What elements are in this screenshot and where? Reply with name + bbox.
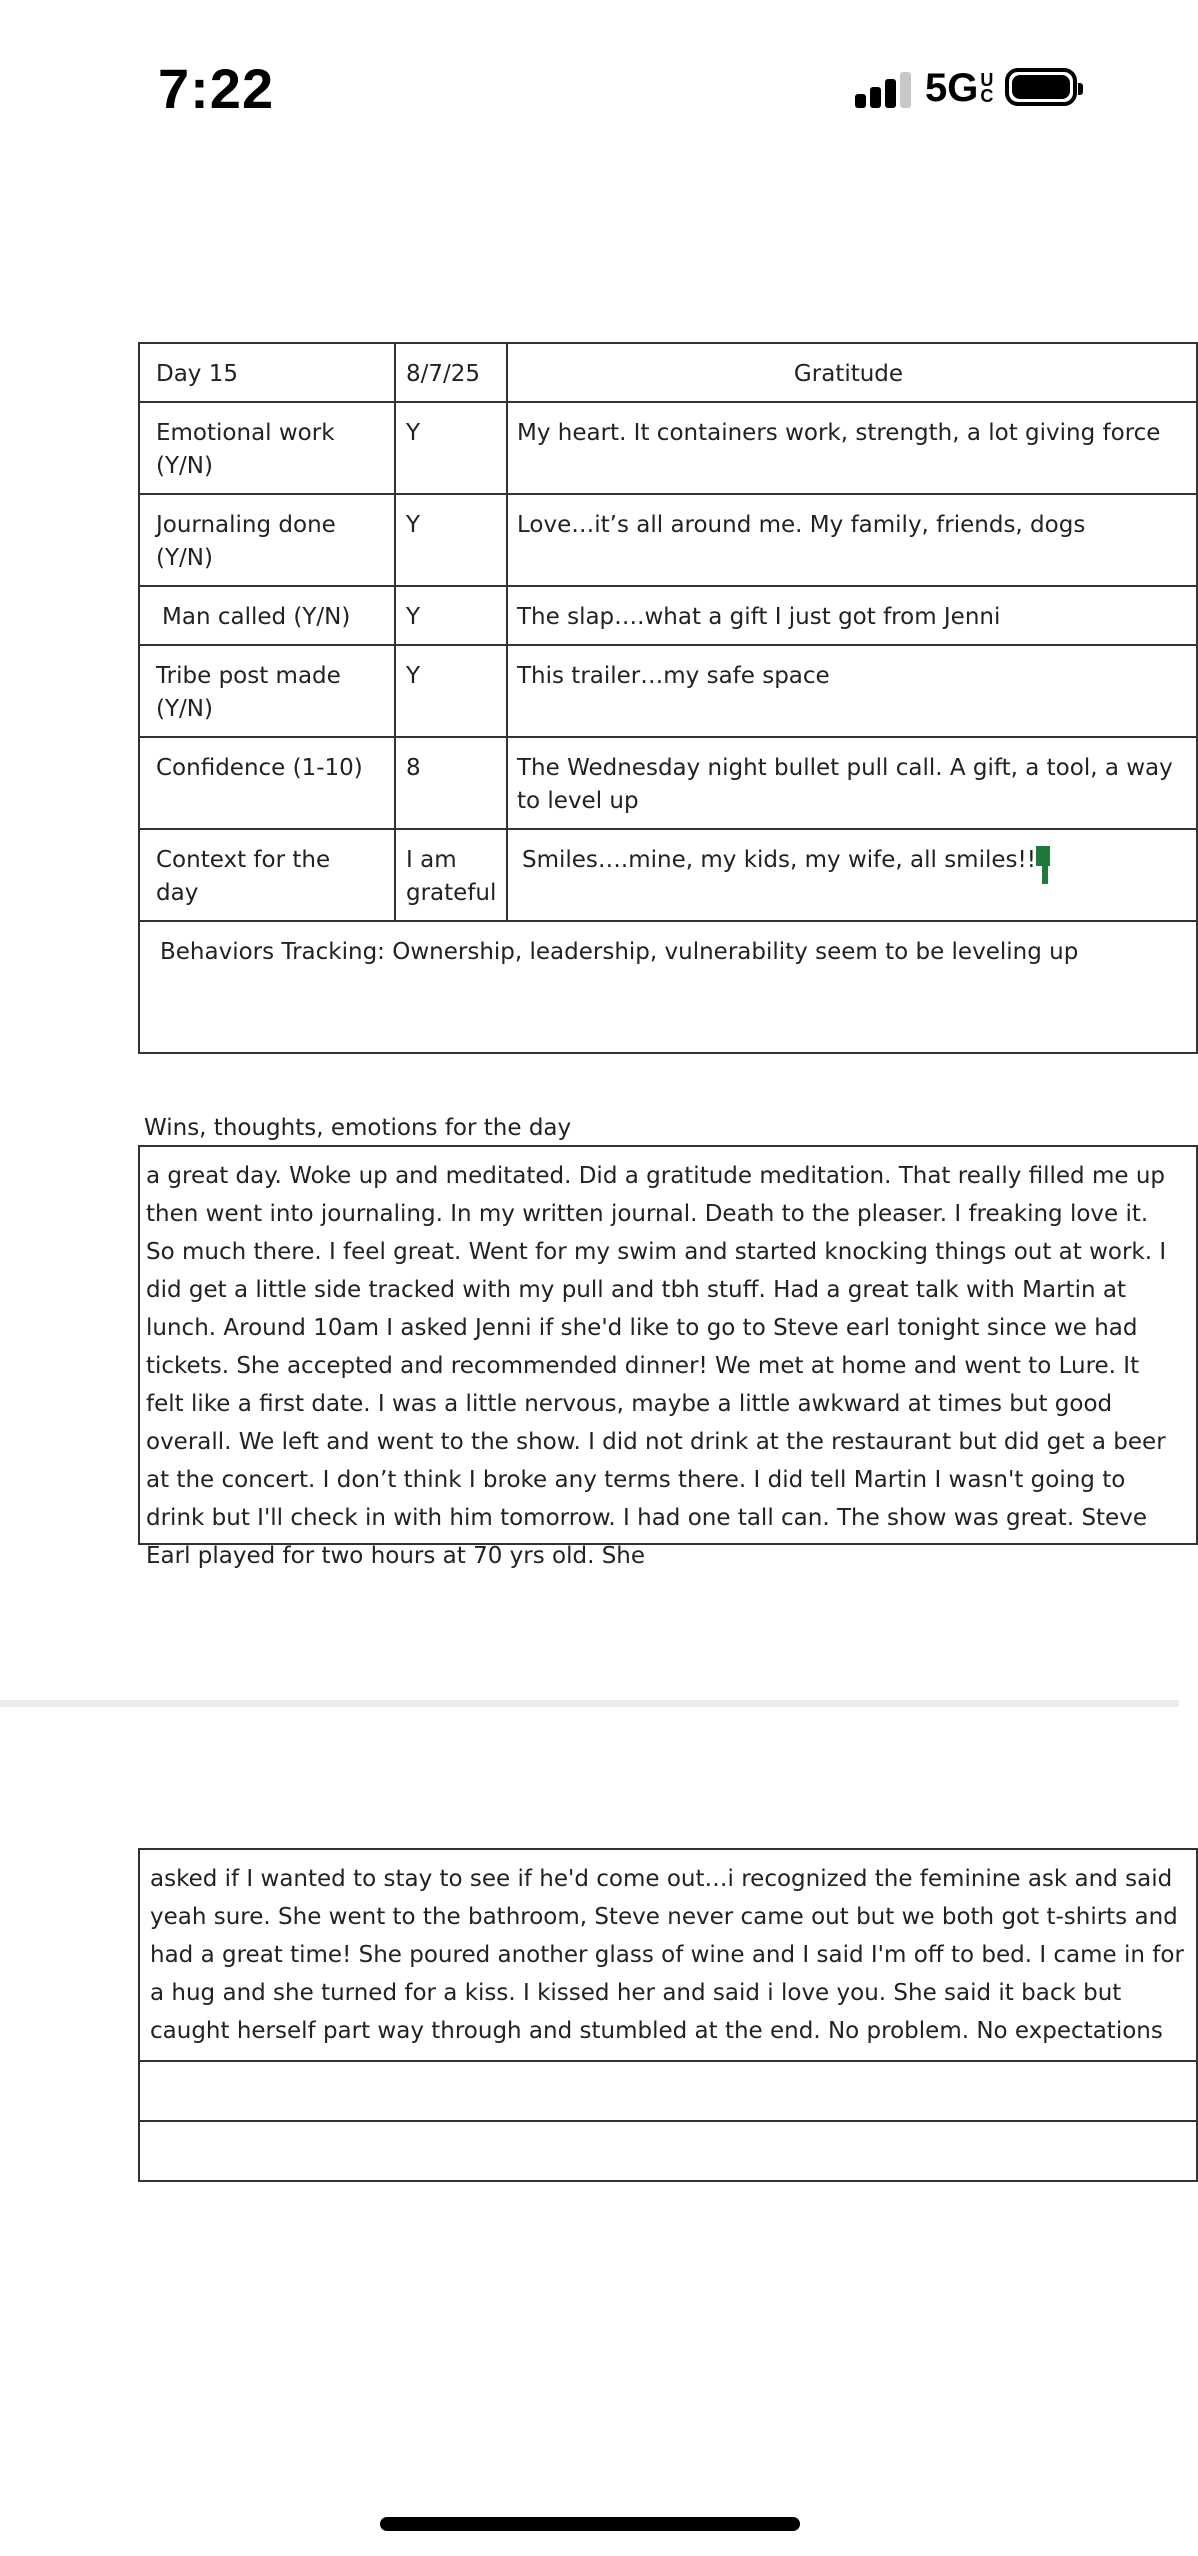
wins-text-box[interactable]: a great day. Woke up and meditated. Did a gratitude meditation. That really filled me up then went into journaling. In my written journal. Death to the pleaser. I freaking love it. So much there. I feel great. Went for my swim and started knocking things out at work. I did get a little side tracked with my pull and tbh stuff. Had a great talk with Martin at lunch. Around 10am I asked Jenni if she'd like to go to Steve earl tonight since we had tickets. She accepted and recommended dinner! We met at home and went to Lure. It felt like a first date. I was a little nervous, maybe a little awkward at times but good overall. We left and went to the show. I did not drink at the restaurant but did get a beer at the concert. I don’t think I broke any terms there. I did tell Martin I wasn't going to drink but I'll check in with him tomorrow. I had one tall can. The show was great. Steve Earl played for two hours at 70 yrs old. She [138, 1145, 1198, 1545]
table-row [139, 494, 1197, 586]
row-value[interactable]: Y [395, 586, 507, 645]
wins-label: Wins, thoughts, emotions for the day [144, 1115, 572, 1141]
row-label[interactable]: Confidence (1-10) [139, 737, 395, 829]
row-label[interactable]: Journaling done (Y/N) [139, 494, 395, 586]
row-value[interactable]: Y [395, 494, 507, 586]
row-value[interactable]: 8 [395, 737, 507, 829]
cellular-signal-icon [855, 72, 915, 108]
wins-continuation-box[interactable]: asked if I wanted to stay to see if he'd come out…i recognized the feminine ask and said yeah sure. She went to the bathroom, Steve never came out but we both got t-shirts and had a great time! She poured another glass of wine and I said I'm off to bed. I came in for a hug and she turned for a kiss. I kissed her and said i love you. She said it back but caught herself part way through and stumbled at the end. No problem. No expectations [138, 1848, 1198, 2062]
table-row [139, 402, 1197, 494]
row-label[interactable]: Man called (Y/N) [139, 586, 395, 645]
date-cell[interactable]: 8/7/25 [395, 343, 507, 402]
row-gratitude[interactable]: The Wednesday night bullet pull call. A gift, a tool, a way to level up [507, 737, 1197, 829]
row-value[interactable]: Y [395, 402, 507, 494]
behaviors-row [139, 921, 1197, 1053]
day-cell[interactable]: Day 15 [139, 343, 395, 402]
table-row [139, 737, 1197, 829]
gratitude-header[interactable]: Gratitude [507, 343, 1197, 402]
table-row [139, 586, 1197, 645]
daily-tracker-table [138, 342, 1198, 1054]
page-separator [0, 1700, 1179, 1707]
row-gratitude[interactable]: The slap….what a gift I just got from Jenni [507, 586, 1197, 645]
tracker-header-row [139, 343, 1197, 402]
row-gratitude-cell[interactable] [507, 829, 1197, 921]
empty-row[interactable] [138, 2060, 1198, 2122]
row-gratitude[interactable]: Love…it’s all around me. My family, friends, dogs [507, 494, 1197, 586]
row-value[interactable]: I am grateful [395, 829, 507, 921]
battery-nub [1078, 83, 1083, 95]
table-row [139, 645, 1197, 737]
empty-row[interactable] [138, 2120, 1198, 2182]
home-indicator[interactable] [380, 2517, 800, 2531]
battery-fill [1012, 75, 1070, 99]
row-gratitude[interactable]: My heart. It containers work, strength, a lot giving force [507, 402, 1197, 494]
row-label[interactable]: Emotional work (Y/N) [139, 402, 395, 494]
text-cursor-handle[interactable] [1036, 846, 1050, 866]
network-badge: UC [980, 70, 994, 106]
row-gratitude: Smiles….mine, my kids, my wife, all smiles!! [522, 847, 1036, 873]
network-label: 5G [925, 66, 979, 110]
table-row [139, 829, 1197, 921]
row-label[interactable]: Tribe post made (Y/N) [139, 645, 395, 737]
behaviors-tracking[interactable]: Behaviors Tracking: Ownership, leadership, vulnerability seem to be leveling up [139, 921, 1197, 1053]
row-gratitude[interactable]: This trailer…my safe space [507, 645, 1197, 737]
network-type [925, 66, 994, 111]
row-label[interactable]: Context for the day [139, 829, 395, 921]
row-value[interactable]: Y [395, 645, 507, 737]
battery-icon [1005, 68, 1077, 106]
status-time: 7:22 [158, 57, 275, 120]
